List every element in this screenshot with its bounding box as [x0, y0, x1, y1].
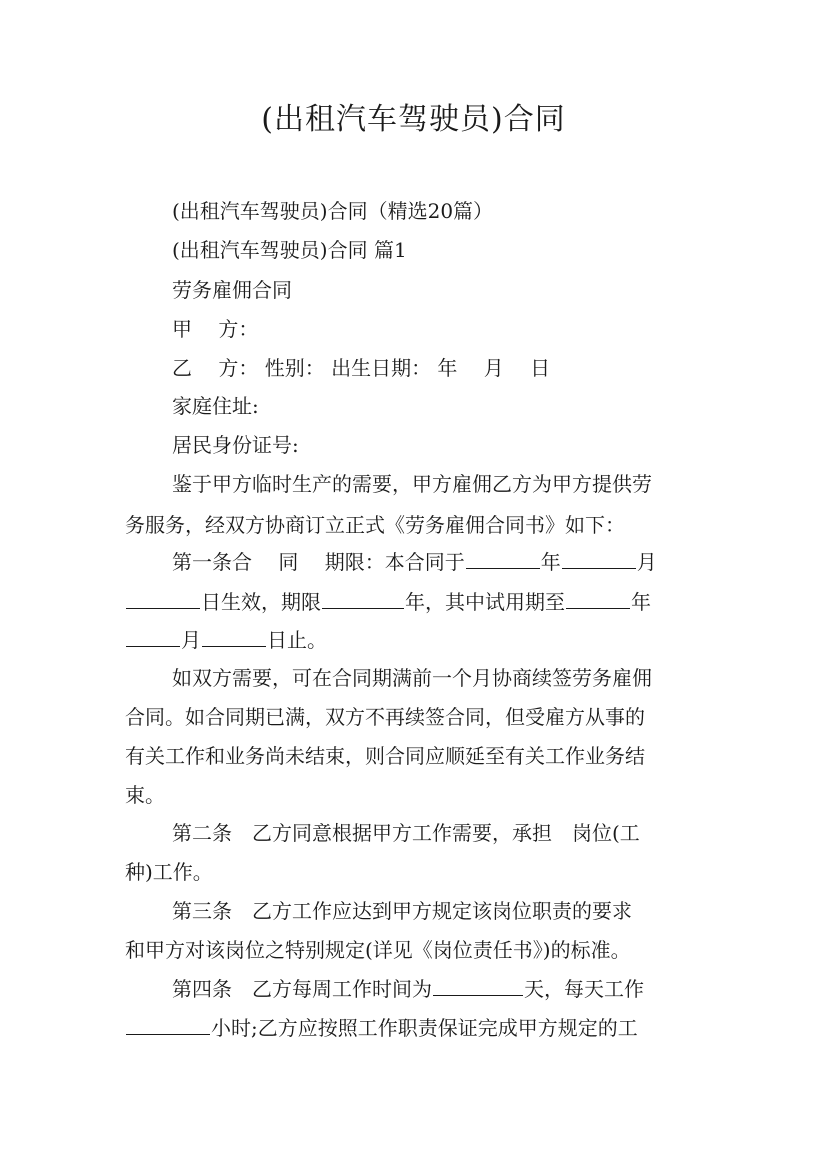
paragraph-line: 合同。如合同期已满，双方不再续签合同，但受雇方从事的 — [125, 705, 645, 729]
text-segment: 月 — [181, 628, 201, 652]
article-1-line-2 — [125, 589, 725, 615]
text-segment: 日生效，期限 — [201, 590, 321, 614]
text-segment: 小时;乙方应按照工作职责保证完成甲方规定的工 — [211, 1016, 638, 1040]
address-line: 家庭住址: — [172, 394, 259, 418]
days-blank-field[interactable] — [433, 977, 523, 996]
date-blank-field[interactable] — [562, 550, 636, 569]
paragraph-line: 束。 — [125, 783, 165, 807]
text-segment: 年，其中试用期至 — [405, 590, 565, 614]
document-title: (出租汽车驾驶员)合同 — [261, 102, 566, 137]
article-1-line-3 — [125, 627, 725, 653]
text-segment: 天，每天工作 — [524, 977, 644, 1001]
article-1-line-1 — [172, 549, 772, 575]
section-heading: (出租汽车驾驶员)合同 篇1 — [172, 238, 407, 262]
hours-blank-field[interactable] — [126, 1016, 210, 1035]
id-number-line: 居民身份证号: — [172, 433, 299, 457]
article-2-line: 第二条 乙方同意根据甲方工作需要，承担 岗位(工 — [172, 821, 640, 845]
text-segment: 年 — [631, 590, 651, 614]
article-3-line: 第三条 乙方工作应达到甲方规定该岗位职责的要求 — [172, 899, 632, 923]
date-blank-field[interactable] — [126, 590, 200, 609]
paragraph-line: 务服务，经双方协商订立正式《劳务雇佣合同书》如下： — [125, 513, 625, 537]
date-blank-field[interactable] — [466, 550, 540, 569]
date-blank-field[interactable] — [126, 628, 180, 647]
paragraph-line: 如双方需要，可在合同期满前一个月协商续签劳务雇佣 — [172, 666, 652, 690]
article-4-line-2 — [125, 1015, 725, 1041]
term-blank-field[interactable] — [322, 590, 404, 609]
date-blank-field[interactable] — [202, 628, 266, 647]
contract-name: 劳务雇佣合同 — [172, 278, 292, 302]
party-a-line: 甲 方： — [172, 317, 259, 341]
text-segment: 第四条 乙方每周工作时间为 — [172, 977, 432, 1001]
paragraph-line: 鉴于甲方临时生产的需要，甲方雇佣乙方为甲方提供劳 — [172, 472, 652, 496]
text-segment: 月 — [636, 550, 657, 574]
party-b-line: 乙 方： 性别： 出生日期： 年 月 日 — [172, 356, 551, 380]
text-segment: 日止。 — [267, 628, 327, 652]
text-segment: 年 — [540, 550, 561, 574]
date-blank-field[interactable] — [566, 590, 630, 609]
article-4-line-1 — [172, 976, 772, 1002]
text-segment: 第一条合 同 期限：本合同于 — [172, 550, 465, 574]
article-2-line: 种)工作。 — [125, 860, 213, 884]
subtitle-line: (出租汽车驾驶员)合同（精选20篇） — [172, 199, 494, 223]
paragraph-line: 有关工作和业务尚未结束，则合同应顺延至有关工作业务结 — [125, 744, 645, 768]
article-3-line: 和甲方对该岗位之特别规定(详见《岗位责任书》)的标准。 — [125, 938, 631, 962]
